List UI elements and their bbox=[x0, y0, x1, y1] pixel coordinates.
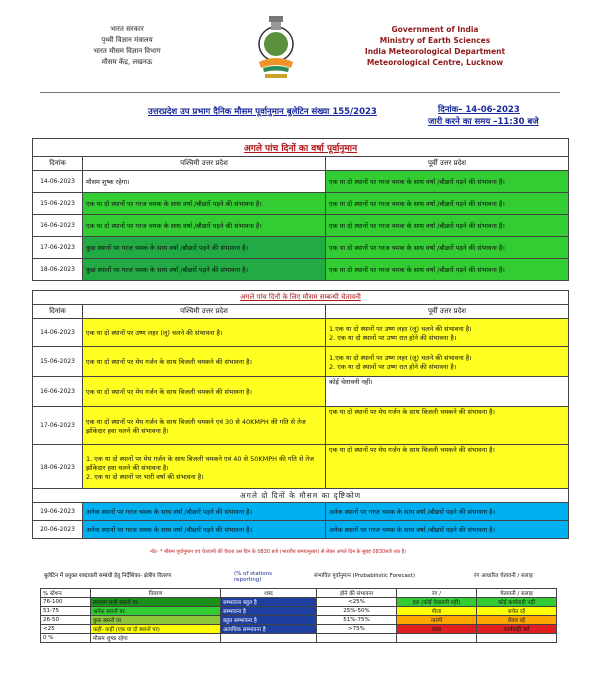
row-date: 19-06-2023 bbox=[33, 503, 83, 521]
east-cell: एक या दो स्थानों पर गरज चमक के साथ वर्षा /बौछारें पड़ने की संभावना है। bbox=[326, 215, 569, 237]
english-header-line: Meteorological Centre, Lucknow bbox=[366, 58, 504, 67]
legend-color: पीला bbox=[397, 607, 477, 616]
header-divider bbox=[40, 92, 560, 93]
bulletin-date: दिनांक– 14-06-2023 bbox=[438, 105, 520, 115]
east-cell: एक या दो स्थानों पर गरज चमक के साथ वर्षा /बौछारें पड़ने की संभावना है। bbox=[326, 171, 569, 193]
row-date: 16-06-2023 bbox=[33, 215, 83, 237]
table-row bbox=[33, 407, 569, 445]
outlook-title: अगले दो दिनों के मौसम का दृष्टिकोण bbox=[33, 489, 569, 503]
col-west-up: पश्चिमी उत्तर प्रदेश bbox=[83, 157, 326, 171]
legend-head: होने की संभावना bbox=[317, 589, 397, 598]
east-cell: एक या दो स्थानों पर गरज चमक के साथ वर्षा /बौछारें पड़ने की संभावना है। bbox=[326, 237, 569, 259]
validity-note: नोट- * मौसम पूर्वानुमान एवं चेतावनी की वैधता उस दिन के 0830 बजे (भारतीय समयानुसार) से लेकर अगले दिन के सुबह 0830बजे तक है। bbox=[150, 549, 407, 555]
legend-head: शब्द bbox=[221, 589, 317, 598]
outlook-table bbox=[32, 488, 569, 539]
table-row bbox=[33, 377, 569, 407]
table-row bbox=[33, 503, 569, 521]
legend-pct: <25 bbox=[41, 625, 91, 634]
legend-word: सम्भावना बहुत है bbox=[221, 598, 317, 607]
east-cell: एक या दो स्थानों पर गरज चमक के साथ वर्षा /बौछारें पड़ने की संभावना है। bbox=[326, 259, 569, 281]
row-date: 20-06-2023 bbox=[33, 521, 83, 539]
west-cell: मौसम शुष्क रहेगा। bbox=[83, 171, 326, 193]
row-date: 18-06-2023 bbox=[33, 259, 83, 281]
table-row bbox=[33, 445, 569, 491]
hindi-header-line: भारत सरकार bbox=[110, 25, 144, 33]
west-cell: एक या दो स्थानों पर मेघ गर्जन के साथ बिजली चमकने की संभावना है। bbox=[83, 347, 326, 377]
west-cell: अनेक स्थानों पर गरज चमक के साथ वर्षा /बौछारें पड़ने की संभावना है। bbox=[83, 503, 326, 521]
legend-action: कोई कार्यवाही नहीं bbox=[477, 598, 557, 607]
legend-head: चेतावनी / सलाह bbox=[477, 589, 557, 598]
west-cell: एक या दो स्थानों पर उष्ण लहर (लू) चलने की संभावना है। bbox=[83, 319, 326, 347]
legend-row bbox=[41, 616, 557, 625]
legend-head: रंग / bbox=[397, 589, 477, 598]
legend-desc: अनेक स्थानों पर bbox=[91, 607, 221, 616]
legend-word: अत्यधिक सम्भावना है bbox=[221, 625, 317, 634]
east-cell: कोई चेतावनी नहीं। bbox=[326, 377, 569, 407]
legend-desc: लगभग सभी स्थानों पर bbox=[91, 598, 221, 607]
legend-prob: 51%-75% bbox=[317, 616, 397, 625]
forecast-title: अगले पांच दिनों का वर्षा पूर्वानुमान bbox=[33, 139, 569, 157]
col-west-up: पश्चिमी उत्तर प्रदेश bbox=[83, 305, 326, 319]
hindi-header-line: भारत मौसम विज्ञान विभाग bbox=[93, 47, 161, 55]
table-row bbox=[33, 521, 569, 539]
west-cell: अनेक स्थानों पर गरज चमक के साथ वर्षा /बौछारें पड़ने की संभावना है। bbox=[83, 521, 326, 539]
row-date: 17-06-2023 bbox=[33, 407, 83, 445]
english-header-line: Ministry of Earth Sciences bbox=[379, 36, 491, 45]
west-cell: एक या दो स्थानों पर गरज चमक के साथ वर्षा /बौछारें पड़ने की संभावना है। bbox=[83, 215, 326, 237]
east-cell: अनेक स्थानों पर गरज चमक के साथ वर्षा /बौछारें पड़ने की संभावना है। bbox=[326, 503, 569, 521]
west-cell: एक या दो स्थानों पर गरज चमक के साथ वर्षा /बौछारें पड़ने की संभावना है। bbox=[83, 193, 326, 215]
english-header-line: India Meteorological Department bbox=[364, 47, 506, 56]
east-cell: 1.एक या दो स्थानों पर उष्ण लहर (लू) चलने की संभावना है। 2. एक या दो स्थानों पर उष्ण रात होने की संभावना है। bbox=[326, 347, 569, 377]
east-cell: अनेक स्थानों पर गरज चमक के साथ वर्षा /बौछारें पड़ने की संभावना है। bbox=[326, 521, 569, 539]
west-cell: एक या दो स्थानों पर मेघ गर्जन के साथ बिजली चमकने एवं 30 से 40KMPH की गति से तेज झोंकेदार हवा चलने की संभावना है। bbox=[83, 407, 326, 445]
row-date: 18-06-2023 bbox=[33, 445, 83, 491]
legend-caption-left: बुलेटिन में प्रयुक्त शब्दावली सम्बंधी हेतु निर्देशिका- क्षेत्रीय वितरण bbox=[44, 573, 172, 579]
table-row bbox=[33, 347, 569, 377]
legend-word bbox=[221, 634, 317, 643]
legend-color: नारंगी bbox=[397, 616, 477, 625]
legend-prob: 25%-50% bbox=[317, 607, 397, 616]
table-row bbox=[33, 171, 569, 193]
col-date: दिनांक bbox=[33, 157, 83, 171]
legend-color: हरा (कोई चेतावनी नहीं) bbox=[397, 598, 477, 607]
legend-word: सम्भावना है bbox=[221, 607, 317, 616]
row-date: 15-06-2023 bbox=[33, 193, 83, 215]
legend-prob: >75% bbox=[317, 625, 397, 634]
table-row bbox=[33, 319, 569, 347]
legend-pct: 76-100 bbox=[41, 598, 91, 607]
national-emblem-icon bbox=[253, 14, 299, 80]
legend-row bbox=[41, 625, 557, 634]
table-row bbox=[33, 237, 569, 259]
legend-caption-prob: संभावित पूर्वानुमान (Probabilistic Forecast) bbox=[314, 573, 416, 579]
legend-action: कार्यवाही करें bbox=[477, 625, 557, 634]
col-east-up: पूर्वी उत्तर प्रदेश bbox=[326, 157, 569, 171]
legend-action: सचेत रहें bbox=[477, 607, 557, 616]
english-header-line: Government of India bbox=[391, 25, 479, 34]
legend-action bbox=[477, 634, 557, 643]
legend-desc: कुछ स्थानों पर bbox=[91, 616, 221, 625]
hindi-header-line: मौसम केंद्र, लखनऊ bbox=[101, 58, 153, 66]
legend-pct: 0 % bbox=[41, 634, 91, 643]
legend-row bbox=[41, 598, 557, 607]
legend-table bbox=[40, 588, 557, 643]
west-cell: एक या दो स्थानों पर मेघ गर्जन के साथ बिजली चमकने की संभावना है। bbox=[83, 377, 326, 407]
legend-prob: <25% bbox=[317, 598, 397, 607]
east-cell: एक या दो स्थानों पर मेघ गर्जन के साथ बिजली चमकने की संभावना है। bbox=[326, 407, 569, 445]
rainfall-forecast-table bbox=[32, 138, 569, 281]
legend-desc: मौसम शुष्क रहेगा bbox=[91, 634, 221, 643]
legend-action: तैयार रहें bbox=[477, 616, 557, 625]
warning-table bbox=[32, 290, 569, 491]
legend-caption-pct: (% of stations reporting) bbox=[234, 571, 272, 583]
legend-caption-color: रंग आधारित चेतावनी / सलाह bbox=[474, 573, 533, 579]
row-date: 15-06-2023 bbox=[33, 347, 83, 377]
legend-desc: कहीं- कहीं (एक या दो स्थानों पर) bbox=[91, 625, 221, 634]
legend-color: लाल bbox=[397, 625, 477, 634]
legend-word: बहुत सम्भावना है bbox=[221, 616, 317, 625]
west-cell: कुछ स्थानों पर गरज चमक के साथ वर्षा /बौछारें पड़ने की संभावना है। bbox=[83, 237, 326, 259]
table-row bbox=[33, 259, 569, 281]
east-cell: 1.एक या दो स्थानों पर उष्ण लहर (लू) चलने की संभावना है। 2. एक या दो स्थानों पर उष्ण रात होने की संभावना है। bbox=[326, 319, 569, 347]
table-row bbox=[33, 215, 569, 237]
legend-prob bbox=[317, 634, 397, 643]
hindi-header bbox=[52, 24, 202, 68]
legend-pct: 26-50 bbox=[41, 616, 91, 625]
col-date: दिनांक bbox=[33, 305, 83, 319]
english-header bbox=[350, 24, 520, 68]
row-date: 14-06-2023 bbox=[33, 171, 83, 193]
legend-head: % स्टेशन bbox=[41, 589, 91, 598]
east-cell: एक या दो स्थानों पर मेघ गर्जन के साथ बिजली चमकने की संभावना है। bbox=[326, 445, 569, 491]
table-row bbox=[33, 193, 569, 215]
col-east-up: पूर्वी उत्तर प्रदेश bbox=[326, 305, 569, 319]
west-cell: 1. एक या दो स्थानों पर मेघ गर्जन के साथ बिजली चमकने एवं 40 से 50KMPH की गति से तेज झोंकेदार हवा चलने की संभावना है। 2. एक या दो स्थानों पर भारी वर्षा की संभावना है। bbox=[83, 445, 326, 491]
legend-pct: 51-75 bbox=[41, 607, 91, 616]
legend-row bbox=[41, 634, 557, 643]
legend-head: विवरण bbox=[91, 589, 221, 598]
warning-title: अगले पांच दिनों के लिए मौसम सम्बन्धी चेतावनी bbox=[33, 291, 569, 305]
legend-color bbox=[397, 634, 477, 643]
legend-row bbox=[41, 607, 557, 616]
row-date: 17-06-2023 bbox=[33, 237, 83, 259]
row-date: 14-06-2023 bbox=[33, 319, 83, 347]
west-cell: कुछ स्थानों पर गरज चमक के साथ वर्षा /बौछारें पड़ने की संभावना है। bbox=[83, 259, 326, 281]
east-cell: एक या दो स्थानों पर गरज चमक के साथ वर्षा /बौछारें पड़ने की संभावना है। bbox=[326, 193, 569, 215]
bulletin-number: उत्तरप्रदेश उप प्रभाग दैनिक मौसम पूर्वानुमान बुलेटिन संख्या 155/2023 bbox=[148, 107, 377, 117]
issue-time: जारी करने का समय –11:30 बजे bbox=[428, 117, 539, 127]
hindi-header-line: पृथ्वी विज्ञान मंत्रालय bbox=[101, 36, 153, 44]
row-date: 16-06-2023 bbox=[33, 377, 83, 407]
